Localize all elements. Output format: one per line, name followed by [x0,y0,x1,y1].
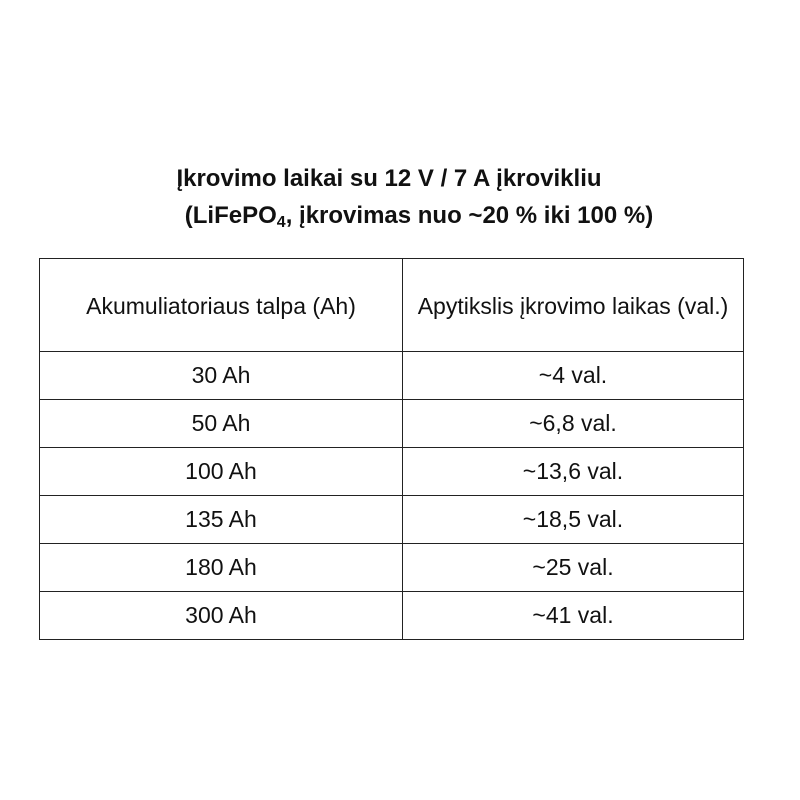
charge-time-table [39,258,744,640]
cell-capacity: 100 Ah [40,448,403,496]
title-line-2 [38,197,800,234]
cell-charge-time: ~18,5 val. [403,496,744,544]
header-capacity: Akumuliatoriaus talpa (Ah) [40,259,403,352]
cell-capacity: 180 Ah [40,544,403,592]
cell-capacity: 300 Ah [40,592,403,640]
cell-charge-time: ~41 val. [403,592,744,640]
table-row [40,496,744,544]
cell-capacity: 30 Ah [40,352,403,400]
title-line-2-prefix: (LiFePO [184,202,277,229]
cell-capacity: 135 Ah [40,496,403,544]
table-row [40,448,744,496]
cell-charge-time: ~4 val. [403,352,744,400]
cell-charge-time: ~25 val. [403,544,744,592]
table-header-row [40,259,744,352]
cell-charge-time: ~6,8 val. [403,400,744,448]
title-line-2-subscript: 4 [276,214,286,231]
table-row [40,400,744,448]
cell-charge-time: ~13,6 val. [403,448,744,496]
table-row [40,592,744,640]
table-row [40,352,744,400]
title-line-1: Įkrovimo laikai su 12 V / 7 A įkrovikliu [176,165,602,192]
title-line-2-suffix: , įkrovimas nuo ~20 % iki 100 %) [285,202,654,229]
table-row [40,544,744,592]
cell-capacity: 50 Ah [40,400,403,448]
header-charge-time: Apytikslis įkrovimo laikas (val.) [403,259,744,352]
page-title [0,160,800,234]
